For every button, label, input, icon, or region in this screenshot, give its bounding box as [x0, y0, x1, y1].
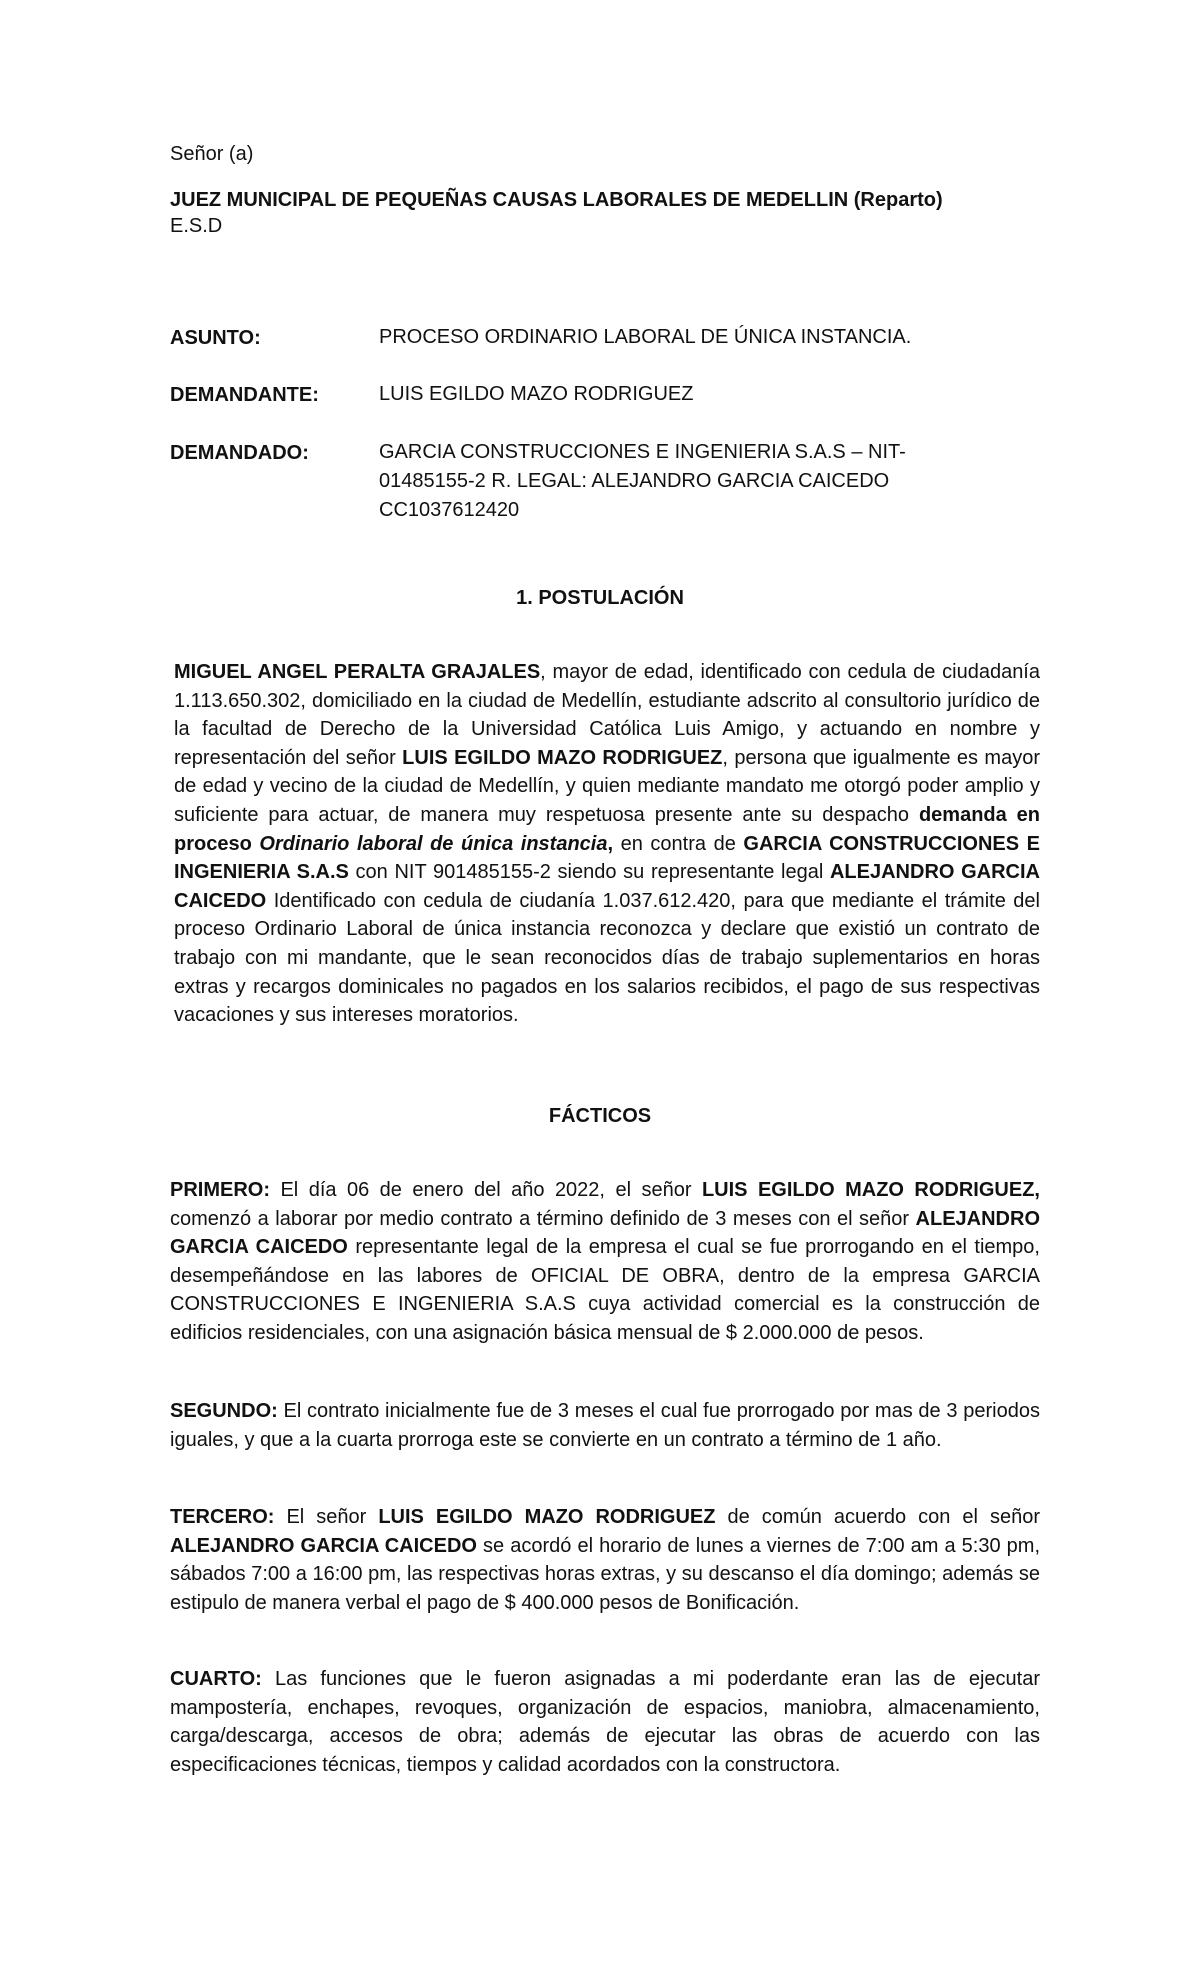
fact-segundo [170, 1397, 1040, 1454]
demandado-value [379, 438, 969, 525]
text-span: representante legal de la empresa el cual se fue prorrogando en el tiempo, desempeñándose en las labores de OFICIAL DE OBRA, dentro de la empresa GARCIA CONSTRUCCIONES E INGENIERIA S.A.S cuya actividad comercial es la construcción de edificios residenciales, con una asignación básica mensual de $ 2.000.000 de pesos. [170, 1236, 1040, 1344]
fact-label: CUARTO: [170, 1668, 262, 1690]
legal-rep-name: ALEJANDRO GARCIA CAICEDO [174, 861, 1040, 912]
text-span: Las funciones que le fueron asignadas a mi poderdante eran las de ejecutar mampostería, enchapes, revoques, organización de espacios, maniobra, almacenamiento, carga/descarga, accesos de obra; además de ejecutar las obras de acuerdo con las especificaciones técnicas, tiempos y calidad acordados con la constructora. [170, 1668, 1040, 1776]
facticos-heading: FÁCTICOS [548, 1105, 652, 1127]
fact-label: SEGUNDO: [170, 1400, 278, 1422]
fact-label: PRIMERO: [170, 1179, 270, 1201]
text-span: en contra de [613, 832, 744, 855]
text-span: de común acuerdo con el señor [715, 1506, 1041, 1528]
postulacion-paragraph [174, 658, 1040, 1030]
text-span: comenzó a laborar por medio contrato a término definido de 3 meses con el señor [170, 1207, 916, 1230]
salutation: Señor (a) [170, 143, 254, 165]
text-span: se acordó el horario de lunes a viernes de 7:00 am a 5:30 pm, sábados 7:00 a 16:00 pm, las respectivas horas extras, y su descanso el día domingo; además se estipulo de manera verbal el pago de $ 400.000 pesos de Bonificación. [170, 1534, 1041, 1614]
demandado-label: DEMANDADO: [170, 442, 309, 464]
text-span: con NIT 901485155-2 siendo su representante legal [348, 861, 830, 884]
client-name: LUIS EGILDO MAZO RODRIGUEZ [402, 746, 723, 769]
bold-span: LUIS EGILDO MAZO RODRIGUEZ [378, 1506, 716, 1528]
company-name: GARCIA CONSTRUCCIONES E INGENIERIA S.A.S [174, 832, 1041, 884]
demandado-value-line2: 01485155-2 R. LEGAL: ALEJANDRO GARCIA CAICEDO [379, 470, 890, 492]
postulacion-heading: 1. POSTULACIÓN [516, 587, 684, 609]
text-span: Identificado con cedula de ciudanía 1.037.612.420, para que mediante el trámite del proceso Ordinario Laboral de única instancia reconozca y declare que existió un contrato de trabajo con mi mandante, que le sean reconocidos días de trabajo suplementarios en horas extras y recargos dominicales no pagados en los salarios recibidos, el pago de sus respectivas vacaciones y sus intereses moratorios. [174, 889, 1040, 1027]
bold-span: ALEJANDRO GARCIA CAICEDO [170, 1207, 1040, 1259]
esd: E.S.D [170, 215, 223, 237]
fact-primero [170, 1176, 1040, 1348]
bold-span: ALEJANDRO GARCIA CAICEDO [170, 1534, 477, 1557]
demandante-label: DEMANDANTE: [170, 384, 319, 406]
demandado-value-line3: CC1037612420 [379, 499, 520, 521]
text-span: , mayor de edad, identificado con cedula de ciudadanía 1.113.650.302, domiciliado en la ciudad de Medellín, estudiante adscrito al consultorio jurídico de la facultad de Derecho de la Universidad Católica Luis Amigo, y actuando en nombre y representación del señor [174, 661, 1040, 769]
court-title: JUEZ MUNICIPAL DE PEQUEÑAS CAUSAS LABORALES DE MEDELLIN (Reparto) [170, 189, 943, 211]
demandado-value-line1: GARCIA CONSTRUCCIONES E INGENIERIA S.A.S – NIT- [379, 441, 906, 463]
fact-tercero [170, 1503, 1040, 1617]
text-span: , persona que igualmente es mayor de edad y vecino de la ciudad de Medellín, y quien mediante mandato me otorgó poder amplio y suficiente para actuar, de manera muy respetuosa presente ante su despacho [174, 746, 1040, 826]
fact-label: TERCERO: [170, 1506, 275, 1528]
asunto-label: ASUNTO: [170, 327, 261, 349]
asunto-value: PROCESO ORDINARIO LABORAL DE ÚNICA INSTANCIA. [379, 326, 912, 348]
demand-type-italic: Ordinario laboral de única instancia [259, 832, 608, 855]
attorney-name: MIGUEL ANGEL PERALTA GRAJALES [174, 661, 541, 683]
text-span: El contrato inicialmente fue de 3 meses el cual fue prorrogado por mas de 3 periodos iguales, y que a la cuarta prorroga este se convierte en un contrato a término de 1 año. [170, 1400, 1040, 1451]
demandante-value: LUIS EGILDO MAZO RODRIGUEZ [379, 383, 694, 405]
text-span: El señor [274, 1506, 379, 1528]
bold-span: LUIS EGILDO MAZO RODRIGUEZ, [701, 1179, 1040, 1201]
fact-cuarto [170, 1665, 1040, 1779]
text-span: , [607, 832, 614, 855]
demand-type-bold: demanda en proceso [174, 803, 1041, 855]
text-span: El día 06 de enero del año 2022, el señor [270, 1179, 702, 1201]
